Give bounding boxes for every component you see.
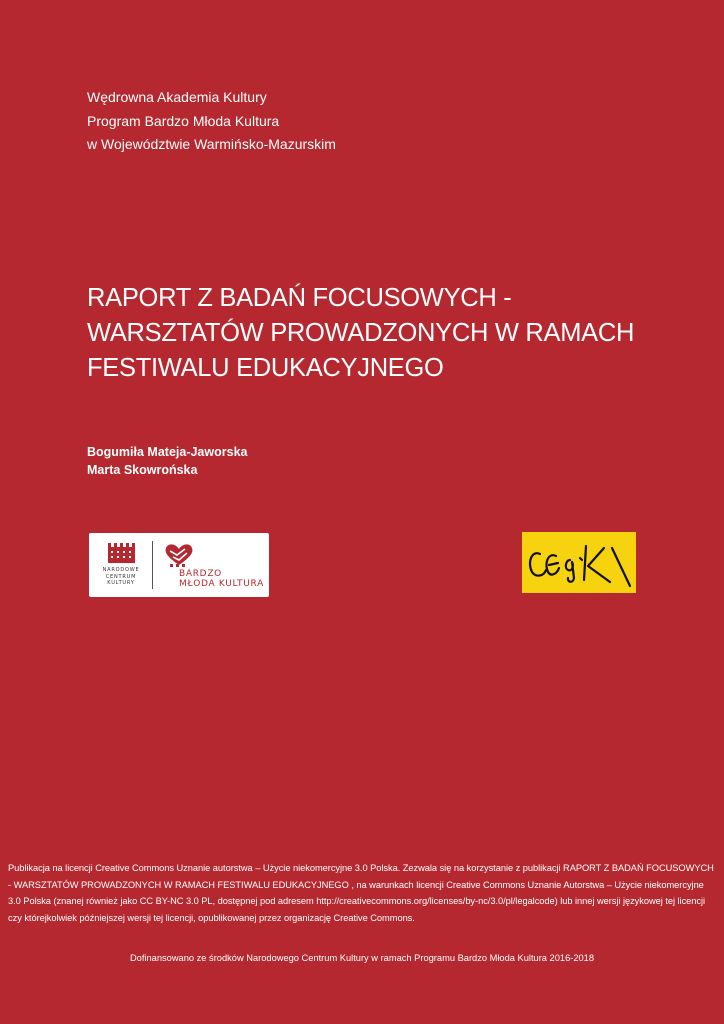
funding-notice: Dofinansowano ze środków Narodowego Centrum Kultury w ramach Programu Bardzo Młoda Kultura 2016-2018: [129, 953, 595, 963]
logo-divider: [152, 541, 153, 589]
program-line: w Województwie Warmińsko-Mazurskim: [87, 136, 336, 152]
heart-hands-icon: [161, 541, 197, 569]
author-name: Marta Skowrońska: [87, 463, 198, 477]
nck-wordmark: NARODOWE CENTRUM KULTURY: [102, 567, 140, 586]
license-notice: Publikacja na licencji Creative Commons Uznanie autorstwa – Użycie niekomercyjne 3.0 Polska. Zezwala się na korzystanie z publikacji RAPORT Z BADAŃ FOCUSOWYCH - WARSZTATÓW PROWADZONYCH W RAMACH FESTIWALU EDUKACYJNEGO , na warunkach licencji Creative Commons Uznanie Autorstwa – Użycie niekomercyjne 3.0 Polska (znanej również jako CC BY-NC 3.0 PL, dostępnej pod adresem http://creativecommons.org/licenses/by-nc/3.0/pl/legalcode) lub innej wersji językowej tej licencji czy którejkolwiek późniejszej wersji tej licencji, opublikowanej przez organizację Creative Commons.: [8, 863, 714, 923]
cejik-logo: [522, 532, 636, 593]
author-name: Bogumiła Mateja-Jaworska: [87, 445, 248, 459]
report-title: [87, 281, 687, 386]
nck-bmk-logo: [89, 533, 269, 597]
bmk-wordmark: BARDZO MŁODA KULTURA: [179, 569, 264, 589]
title-line: WARSZTATÓW PROWADZONYCH W RAMACH: [87, 319, 635, 347]
authors-block: [87, 443, 247, 479]
title-line: RAPORT Z BADAŃ FOCUSOWYCH -: [87, 284, 512, 312]
program-line: Wędrowna Akademia Kultury: [87, 89, 267, 105]
title-line: FESTIWALU EDUKACYJNEGO: [87, 354, 444, 382]
program-block: [87, 86, 336, 157]
cejik-signature-icon: [522, 532, 636, 593]
program-line: Program Bardzo Młoda Kultura: [87, 112, 280, 129]
